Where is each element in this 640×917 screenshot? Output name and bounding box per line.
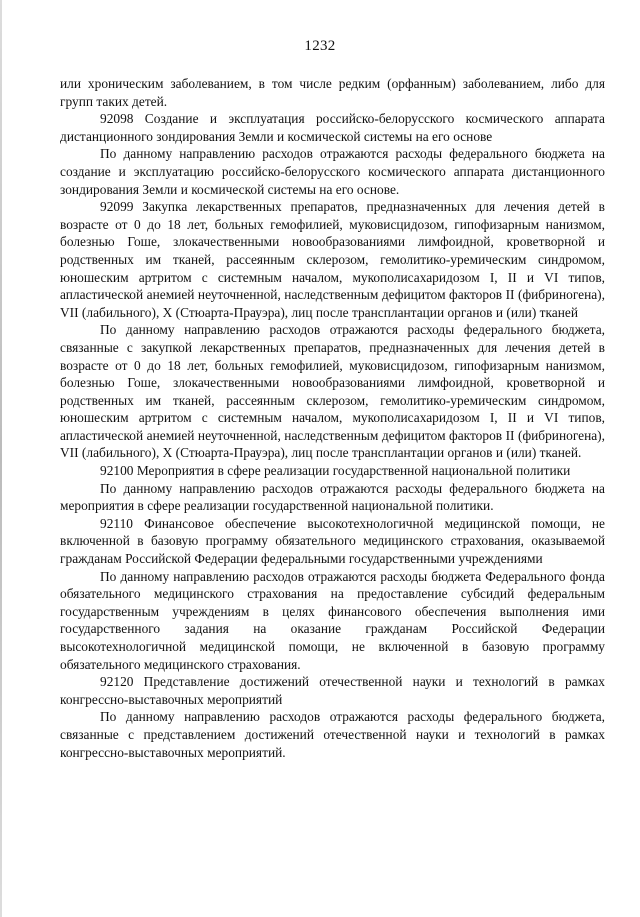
paragraph: По данному направлению расходов отражаются расходы бюджета Федерального фонда обязательного медицинского страхования на предоставление субсидий федеральным государственным учреждениям в целях финансового обеспечения выполнения ими государственного задания на оказание гражданам Российской Федерации высокотехнологичной медицинской помощи, не включенной в базовую программу обязательного медицинского страхования. (60, 568, 605, 672)
scan-edge (0, 0, 2, 917)
paragraph: По данному направлению расходов отражаются расходы федерального бюджета, связанные с представлением достижений отечественной науки и технологий в рамках конгрессно-выставочных мероприятий. (60, 709, 605, 760)
section-heading-92110: 92110 Финансовое обеспечение высокотехнологичной медицинской помощи, не включенной в базовую программу обязательного медицинского страхования, оказываемой гражданам Российской Федерации федеральными государственными учреждениями (60, 515, 605, 567)
section-heading-92098: 92098 Создание и эксплуатация российско-белорусского космического аппарата дистанционного зондирования Земли и космической системы на его основе (60, 111, 605, 144)
paragraph: По данному направлению расходов отражаются расходы федерального бюджета, связанные с закупкой лекарственных препаратов, предназначенных для лечения детей в возрасте от 0 до 18 лет, больных гемофилией, муковисцидозом, гипофизарным нанизмом, болезнью Гоше, злокачественными новообразованиями лимфоидной, кроветворной и родственных им тканей, рассеянным склерозом, гемолитико-уремическим синдромом, юношеским артритом с системным началом, мукополисахаридозом I, II и VI типов, апластической анемией неуточненной, наследственным дефицитом факторов II (фибриногена), VII (лабильного), X (Стюарта-Прауэра), лиц после трансплантации органов и (или) тканей. (60, 322, 605, 461)
section-heading-92120: 92120 Представление достижений отечественной науки и технологий в рамках конгрессно-выставочных мероприятий (60, 674, 605, 707)
document-body (60, 75, 605, 761)
page-number: 1232 (304, 38, 336, 54)
paragraph-continuation: или хроническим заболеванием, в том числе редким (орфанным) заболеванием, либо для групп таких детей. (60, 76, 605, 109)
paragraph: По данному направлению расходов отражаются расходы федерального бюджета на мероприятия в сфере реализации государственной национальной политики. (60, 480, 605, 514)
paragraph: По данному направлению расходов отражаются расходы федерального бюджета на создание и эксплуатацию российско-белорусского космического аппарата дистанционного зондирования Земли и космической системы на его основе. (60, 146, 605, 197)
section-heading-92100: 92100 Мероприятия в сфере реализации государственной национальной политики (100, 463, 571, 479)
section-heading-92099: 92099 Закупка лекарственных препаратов, предназначенных для лечения детей в возрасте от 0 до 18 лет, больных гемофилией, муковисцидозом, гипофизарным нанизмом, болезнью Гоше, злокачественными новообразованиями лимфоидной, кроветворной и родственных им тканей, рассеянным склерозом, гемолитико-уремическим синдромом, юношеским артритом с системным началом, мукополисахаридозом I, II и VI типов, апластической анемией неуточненной, наследственным дефицитом факторов II (фибриногена), VII (лабильного), X (Стюарта-Прауэра), лиц после трансплантации органов и (или) тканей (60, 199, 605, 320)
